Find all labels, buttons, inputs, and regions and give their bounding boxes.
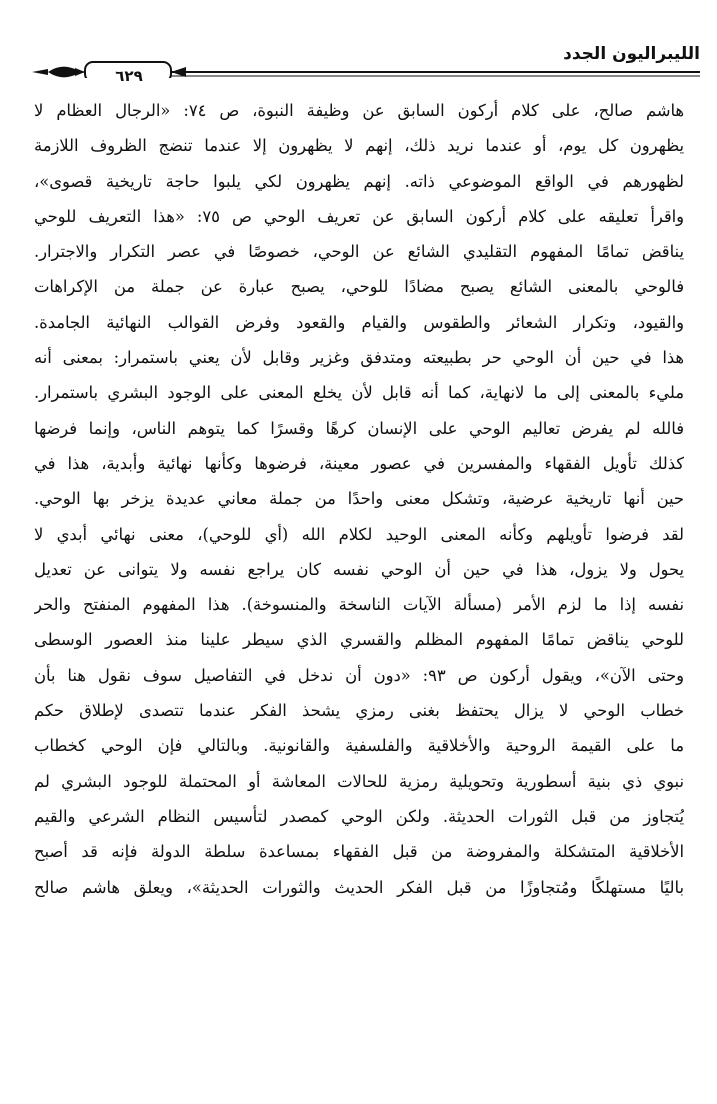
text-line: لقد فرضوا تأويلهم وكأنه المعنى الوحيد لكلام الله (أي للوحي)، معنى نهائي أبدي لا <box>34 524 684 544</box>
text-line: يناقض تمامًا المفهوم التقليدي الشائع عن الوحي، خصوصًا في عصر التكرار والاجترار. <box>34 242 684 262</box>
page-header <box>30 38 700 85</box>
running-title: الليبراليون الجدد <box>563 44 700 64</box>
text-line: يُتجاوز من قبل الثورات الحديثة. ولكن الوحي كمصدر لتأسيس النظام الشرعي والقيم <box>34 806 684 826</box>
text-line: باليًا مستهلكًا ومُتجاوزًا من قبل الفكر الحديث والثورات الحديثة»، ويعلق هاشم صالح <box>34 877 684 897</box>
text-line: يحول ولا يزول، هذا في حين أن الوحي نفسه كان يراجع نفسه ولا يتوانى عن تعديل <box>34 559 684 579</box>
text-line: كذلك تأويل الفقهاء والمفسرين في عصور معينة، فرضوها وكأنها نهائية وأبدية، هذا في <box>34 453 684 473</box>
text-line: واقرأ تعليقه على كلام أركون السابق عن تعريف الوحي ص ٧٥: «هذا التعريف للوحي <box>34 206 684 226</box>
body-text <box>34 93 684 905</box>
page-number: ٦٢٩ <box>115 67 143 85</box>
text-line: فالوحي بالمعنى الشائع يصبح مضادًا للوحي، يصبح عبارة عن جملة من الإكراهات <box>34 277 684 297</box>
text-line: والقيود، وتكرار الشعائر والطقوس والقيام والقعود وفرض القوالب النهائية الجامدة. <box>34 312 684 332</box>
text-line: لظهورهم في الواقع الموضوعي ذاته. إنهم يظهرون لكي يلبوا حاجة تاريخية قصوى»، <box>34 171 684 191</box>
text-line: نفسه إذا ما لزم الأمر (مسألة الآيات الناسخة والمنسوخة). هذا المفهوم المنفتح والحر <box>34 595 684 615</box>
text-line: للوحي يناقض تمامًا المفهوم المظلم والقسري الذي سيطر علينا منذ العصور الوسطى <box>34 630 684 650</box>
text-line: وحتى الآن»، ويقول أركون ص ٩٣: «دون أن ندخل في التفاصيل سوف نقول هنا بأن <box>34 665 684 685</box>
text-line: الأخلاقية المتشكلة والمفروضة من قبل الفقهاء بمساعدة سلطة الدولة فإنه قد أصبح <box>34 842 684 862</box>
text-line: خطاب الوحي لا يزال يحتفظ بغنى رمزي يشحذ الفكر عندما تتصدى لإطلاق حكم <box>34 701 684 721</box>
text-line: نبوي ذي بنية أسطورية وتحويلية رمزية للحالات المعاشة أو المحتملة للوجود البشري لم <box>34 771 684 791</box>
text-line: فالله لم يفرض تعاليم الوحي على الإنسان كرهًا وقسرًا كما يتوهم الناس، وإنما فرضها <box>34 418 684 438</box>
text-line: حين أنها تاريخية عرضية، وتشكل معنى واحدًا من جملة معاني عديدة يزخر بها الوحي. <box>34 489 684 509</box>
text-line: ما على القيمة الروحية والأخلاقية والفلسفية والقانونية. وبالتالي فإن الوحي كخطاب <box>34 736 684 756</box>
text-line: مليء بالمعنى إلى ما لانهاية، كما أنه قابل لأن يخلع المعنى على الوجود البشري باستمرار. <box>34 383 684 403</box>
text-line: يظهرون كل يوم، أو عندما نريد ذلك، إنهم لا يظهرون إلا عندما تنضج الظروف اللازمة <box>34 136 684 156</box>
text-line: هاشم صالح، على كلام أركون السابق عن وظيفة النبوة، ص ٧٤: «الرجال العظام لا <box>34 101 684 120</box>
text-line: هذا في حين أن الوحي حر بطبيعته ومتدفق وغزير وقابل لأن يعني باستمرار: بمعنى أنه <box>34 348 684 368</box>
